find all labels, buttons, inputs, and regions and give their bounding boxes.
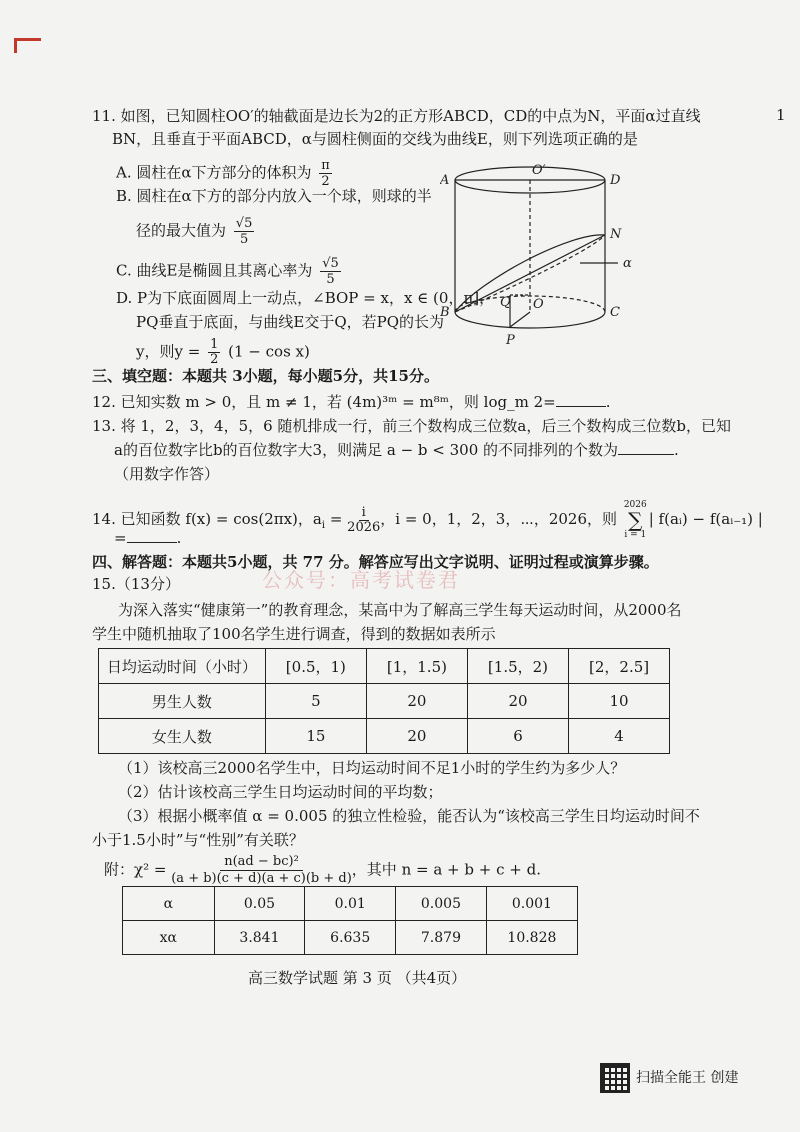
chi-square-formula xyxy=(104,854,541,887)
option-d-text: y，则y = xyxy=(136,342,201,361)
table-cell: 10 xyxy=(569,684,670,719)
option-c-text: C. 曲线E是椭圆且其离心率为 xyxy=(116,261,313,280)
table-cell: 15 xyxy=(265,719,366,754)
sum-upper-limit: 2026 xyxy=(623,500,647,510)
sum-lower-limit: i = 1 xyxy=(624,530,647,540)
fraction-numerator: π xyxy=(321,158,330,173)
table-cell: 男生人数 xyxy=(99,684,266,719)
q14-subscript: i xyxy=(321,520,326,531)
label-alpha: α xyxy=(623,256,632,271)
q13-answer-blank xyxy=(618,454,674,455)
q15-para-line1: 为深入落实“健康第一”的教育理念，某高中为了解高三学生每天运动时间，从2000名 xyxy=(118,601,682,619)
fraction-denominator: 5 xyxy=(326,272,335,287)
formula-prefix: 附：χ² = xyxy=(104,860,167,879)
label-q: Q xyxy=(500,295,511,310)
q14-line2: = . xyxy=(114,529,182,547)
q11-option-c xyxy=(116,256,341,287)
table-cell: 7.879 xyxy=(396,921,487,955)
option-b-text: 径的最大值为 xyxy=(136,221,227,240)
fraction-denominator: 2 xyxy=(210,352,219,367)
q11-stem-line1: 11. 如图，已知圆柱OO′的轴截面是边长为2的正方形ABCD，CD的中点为N，平面α过直线 xyxy=(92,107,701,125)
fraction-numerator: 1 xyxy=(210,337,219,352)
q12-answer-blank xyxy=(556,406,606,407)
fraction-numerator: √5 xyxy=(322,256,339,271)
q11-option-a xyxy=(116,158,332,189)
q14-eq: = xyxy=(325,510,348,528)
table-cell: 4 xyxy=(569,719,670,754)
table-cell: 女生人数 xyxy=(99,719,266,754)
label-c: C xyxy=(610,305,620,320)
label-b: B xyxy=(440,305,450,320)
table-header-row xyxy=(99,649,670,684)
summation-symbol: 2026 ∑ i = 1 xyxy=(623,500,647,540)
table-cell: 20 xyxy=(367,719,468,754)
label-o-prime: O′ xyxy=(532,163,546,178)
table-cell: 5 xyxy=(265,684,366,719)
q15-sub3-line1: （3）根据小概率值 α = 0.005 的独立性检验，能否认为“该校高三学生日均运动时间不 xyxy=(118,807,700,825)
option-b-fraction xyxy=(234,216,255,247)
q11-option-d-line2: PQ垂直于底面，与曲线E交于Q，若PQ的长为 xyxy=(136,313,445,331)
option-d-text-end: (1 − cos x) xyxy=(228,342,310,361)
label-o: O xyxy=(533,297,544,312)
qr-code-icon xyxy=(600,1063,630,1093)
fraction-denominator: 5 xyxy=(239,232,249,247)
q11-option-d-line1: D. P为下底面圆周上一动点，∠BOP = x，x ∈ (0，π]， xyxy=(116,289,495,307)
table-cell: 3.841 xyxy=(214,921,305,955)
fraction-denominator: 2 xyxy=(321,174,330,189)
fraction-numerator: i xyxy=(359,506,369,521)
table-cell: 6.635 xyxy=(305,921,396,955)
table-row xyxy=(99,719,670,754)
q12-text: 12. 已知实数 m > 0，且 m ≠ 1，若 (4m)³ᵐ = m⁸ᵐ，则 log_m 2= xyxy=(92,393,556,411)
table-header-cell: [1，1.5) xyxy=(367,649,468,684)
bottom-ellipse-front xyxy=(455,312,605,328)
table-cell: xα xyxy=(123,921,215,955)
watermark-text: 公众号：高考试卷君 xyxy=(262,568,460,592)
table-cell: 20 xyxy=(367,684,468,719)
q13-text: a的百位数字比b的百位数字大3，则满足 a − b < 300 的不同排列的个数为 xyxy=(114,441,619,459)
table-cell: 0.005 xyxy=(396,887,487,921)
q12: 12. 已知实数 m > 0，且 m ≠ 1，若 (4m)³ᵐ = m⁸ᵐ，则 log_m 2= . xyxy=(92,393,611,411)
formula-suffix: ，其中 n = a + b + c + d. xyxy=(351,860,541,879)
table-cell: 0.001 xyxy=(486,887,577,921)
section4-heading: 四、解答题：本题共5小题，共 77 分。解答应写出文字说明、证明过程或演算步骤。 xyxy=(92,553,659,571)
q15-sub1: （1）该校高三2000名学生中，日均运动时间不足1小时的学生约为多少人？ xyxy=(118,759,626,777)
section3-heading: 三、填空题：本题共 3小题，每小题5分，共15分。 xyxy=(92,367,439,385)
table-cell: 6 xyxy=(467,719,568,754)
q15-head: 15.（13分） xyxy=(92,575,180,593)
table-row xyxy=(123,887,578,921)
label-d: D xyxy=(610,173,621,188)
label-p: P xyxy=(506,333,515,348)
fraction-denominator: (a + b)(c + d)(a + c)(b + d) xyxy=(171,871,352,886)
scan-corner-mark xyxy=(14,38,41,53)
table-row xyxy=(99,684,670,719)
q14-sum-body: | f(aᵢ) − f(aᵢ₋₁) | xyxy=(648,510,763,528)
page-footer: 高三数学试题 第 3 页 （共4页） xyxy=(248,969,467,987)
option-c-fraction xyxy=(320,256,341,287)
option-a-fraction xyxy=(319,158,332,189)
q14-text-post: ，i = 0，1，2，3，⋯，2026，则 xyxy=(380,510,618,528)
q14-fraction xyxy=(347,506,380,535)
table-header-cell: [2，2.5] xyxy=(569,649,670,684)
q13-line3: （用数字作答） xyxy=(114,465,220,483)
q14-line1 xyxy=(92,500,763,540)
table-cell: α xyxy=(123,887,215,921)
q15-sub3-line2: 小于1.5小时”与“性别”有关联？ xyxy=(92,831,304,849)
fraction-numerator: √5 xyxy=(235,216,253,231)
q14-text-pre: 14. 已知函数 f(x) = cos(2πx)，a xyxy=(92,510,322,528)
q13-line1: 13. 将 1，2，3，4，5，6 随机排成一行，前三个数构成三位数a，后三个数构成三位数b，已知 xyxy=(92,417,731,435)
table-header-cell: 日均运动时间（小时） xyxy=(99,649,266,684)
q14-eq-sign: = xyxy=(114,529,127,547)
table-header-cell: [0.5，1) xyxy=(265,649,366,684)
label-n: N xyxy=(610,227,622,242)
scanner-watermark: 扫描全能王 创建 xyxy=(636,1070,739,1086)
formula-fraction xyxy=(171,854,352,887)
q11-option-b-line1: B. 圆柱在α下方的部分内放入一个球，则球的半 xyxy=(116,187,432,205)
table-cell: 20 xyxy=(467,684,568,719)
q15-sub2: （2）估计该校高三学生日均运动时间的平均数； xyxy=(118,783,443,801)
table-cell: 10.828 xyxy=(486,921,577,955)
fraction-numerator: n(ad − bc)² xyxy=(220,854,303,871)
q11-option-d-line3 xyxy=(136,338,310,367)
table-cell: 0.05 xyxy=(214,887,305,921)
q11-option-b-line2 xyxy=(136,216,254,247)
q13-line2: a的百位数字比b的百位数字大3，则满足 a − b < 300 的不同排列的个数为 . xyxy=(114,441,679,459)
q15-para-line2: 学生中随机抽取了100名学生进行调查，得到的数据如表所示 xyxy=(92,625,496,643)
line-op xyxy=(510,312,530,327)
table-header-cell: [1.5，2) xyxy=(467,649,568,684)
cylinder-figure xyxy=(440,152,660,352)
critical-value-table xyxy=(122,886,578,955)
edge-page-mark: 1 xyxy=(776,106,786,124)
label-a: A xyxy=(440,173,450,188)
table-cell: 0.01 xyxy=(305,887,396,921)
fraction-denominator: 2026 xyxy=(347,519,381,535)
option-d-fraction xyxy=(208,338,220,367)
exercise-time-table xyxy=(98,648,670,754)
q14-answer-blank xyxy=(127,542,177,543)
option-a-text: A. 圆柱在α下方部分的体积为 xyxy=(116,163,312,182)
table-row xyxy=(123,921,578,955)
q11-stem-line2: BN，且垂直于平面ABCD，α与圆柱侧面的交线为曲线E，则下列选项正确的是 xyxy=(112,130,638,148)
